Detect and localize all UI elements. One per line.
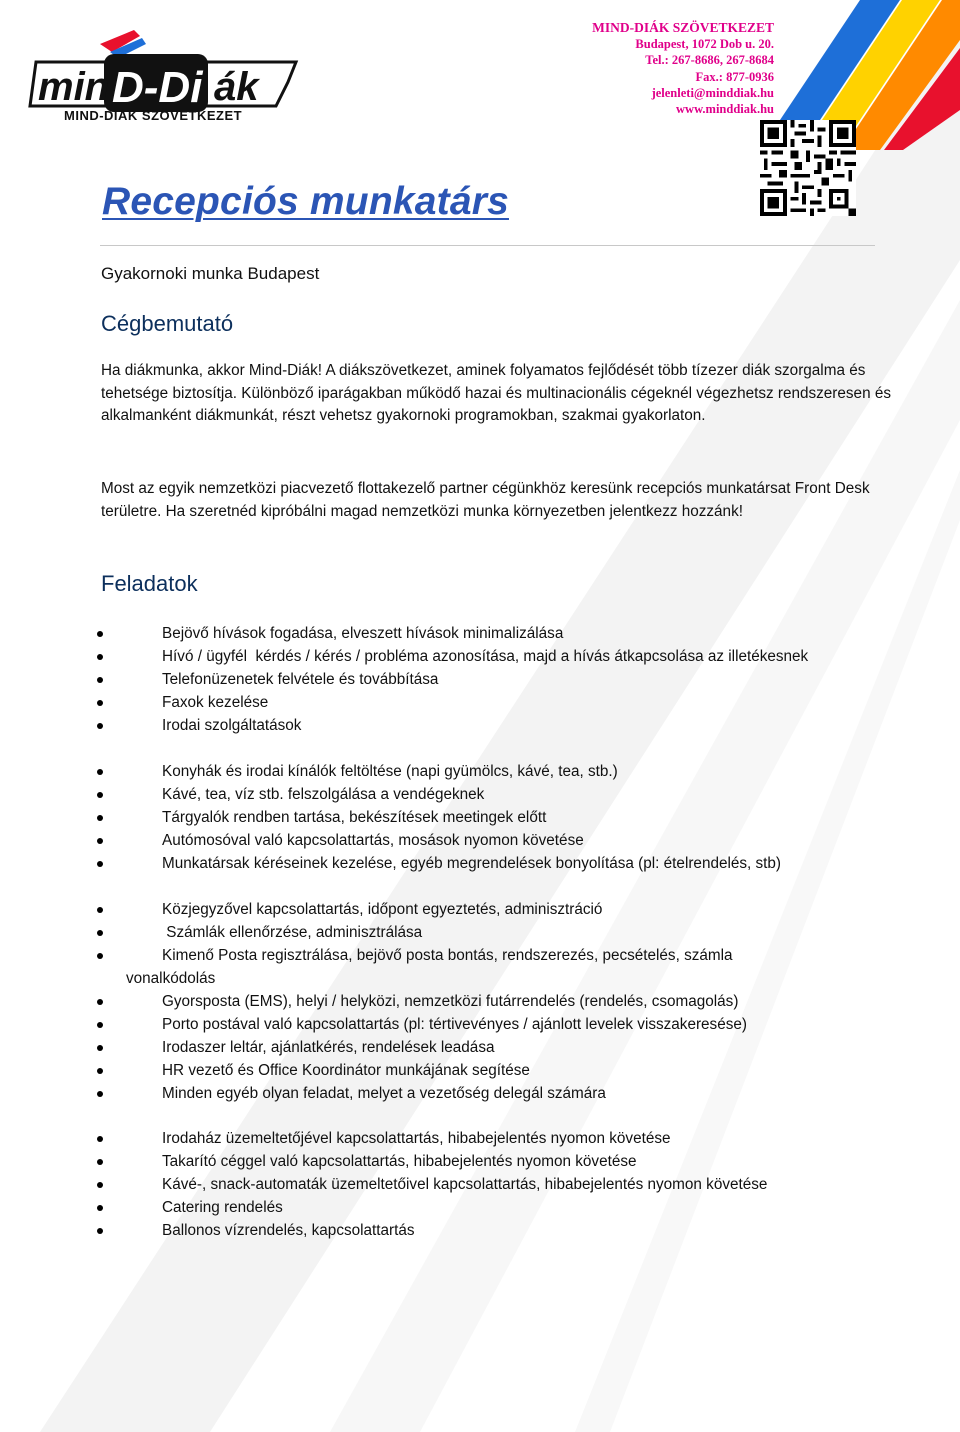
bullet-icon (97, 930, 103, 936)
bullet-icon (97, 1136, 103, 1142)
bullet-icon (97, 700, 103, 706)
bullet-icon (97, 1159, 103, 1165)
contact-website[interactable]: www.minddiak.hu (676, 102, 774, 117)
bullet-icon (97, 953, 103, 959)
tasks-heading: Feladatok (101, 571, 198, 596)
company-heading: Cégbemutató (101, 311, 234, 336)
qr-code-icon[interactable] (760, 120, 856, 216)
bullet-icon (97, 677, 103, 683)
list-item: Autómosóval való kapcsolattartás, mosások nyomon követése (0, 829, 900, 852)
task-list-kitchen (0, 760, 900, 875)
list-item: Munkatársak kéréseinek kezelése, egyéb megrendelések bonyolítása (pl: ételrendelés, stb) (0, 852, 900, 875)
bullet-icon (97, 1068, 103, 1074)
bullet-icon (97, 999, 103, 1005)
list-item: Hívó / ügyfél kérdés / kérés / probléma azonosítása, majd a hívás átkapcsolása az illetékesnek (0, 645, 900, 668)
bullet-icon (97, 654, 103, 660)
bullet-icon (97, 1022, 103, 1028)
bullet-icon (97, 631, 103, 637)
list-item: Gyorsposta (EMS), helyi / helyközi, nemzetközi futárrendelés (rendelés, csomagolás) (0, 990, 900, 1013)
page-title: Recepciós munkatárs (102, 180, 509, 223)
bullet-icon (97, 723, 103, 729)
bullet-icon (97, 769, 103, 775)
bullet-icon (97, 815, 103, 821)
list-item: HR vezető és Office Koordinátor munkájának segítése (0, 1059, 900, 1082)
list-item: Irodaszer leltár, ajánlatkérés, rendelések leadása (0, 1036, 900, 1059)
list-item: Ballonos vízrendelés, kapcsolattartás (0, 1219, 900, 1242)
task-list-phone (0, 622, 900, 737)
contact-fax: Fax.: 877-0936 (695, 69, 774, 84)
bullet-icon (97, 1091, 103, 1097)
list-item: Számlák ellenőrzése, adminisztrálása (0, 921, 900, 944)
logo-subtitle: MIND-DIÁK SZÖVETKEZET (64, 108, 243, 123)
logo-word-min: min (38, 65, 110, 109)
page-subtitle: Gyakornoki munka Budapest (101, 264, 320, 283)
task-list-admin (0, 898, 900, 1105)
list-item: Kávé, tea, víz stb. felszolgálása a vendégeknek (0, 783, 900, 806)
list-item: Bejövő hívások fogadása, elveszett hívások minimalizálása (0, 622, 900, 645)
contact-block (592, 20, 774, 117)
bullet-icon (97, 907, 103, 913)
list-item: Porto postával való kapcsolattartás (pl: tértivevényes / ajánlott levelek visszakeresése) (0, 1013, 900, 1036)
list-item: Tárgyalók rendben tartása, bekészítések meetingek előtt (0, 806, 900, 829)
position-paragraph: Most az egyik nemzetközi piacvezető flottakezelő partner cégünkhöz keresünk recepciós munkatársat Front Desk területre. Ha szeretnéd kipróbálni magad nemzetközi munka környezetben jelentkezz hozzánk! (101, 480, 870, 520)
list-item: Takarító céggel való kapcsolattartás, hibabejelentés nyomon követése (0, 1150, 900, 1173)
list-item: Közjegyzővel kapcsolattartás, időpont egyeztetés, adminisztráció (0, 898, 900, 921)
list-item: Kávé-, snack-automaták üzemeltetőivel kapcsolattartás, hibabejelentés nyomon követése (0, 1173, 900, 1196)
logo-word-ak: ák (214, 65, 259, 109)
title-divider (100, 245, 875, 246)
company-paragraph: Ha diákmunka, akkor Mind-Diák! A diákszövetkezet, aminek folyamatos fejlődését több tízezer diák szorgalma és tehetsége biztosítja. Különböző iparágakban működő hazai és multinacionális cégeknél végezhetsz rendszeresen és alkalmanként diákmunkát, részt vehetsz gyakornoki programokban, szakmai gyakorlaton. (101, 362, 891, 424)
task-list-facility (0, 1127, 900, 1242)
contact-address: Budapest, 1072 Dob u. 20. (635, 37, 774, 52)
bullet-icon (97, 1228, 103, 1234)
contact-phone: Tel.: 267-8686, 267-8684 (645, 53, 774, 68)
list-item: Irodai szolgáltatások (0, 714, 900, 737)
contact-email[interactable]: jelenleti@minddiak.hu (651, 85, 774, 100)
contact-org: MIND-DIÁK SZÖVETKEZET (592, 20, 774, 35)
list-item: Irodaház üzemeltetőjével kapcsolattartás, hibabejelentés nyomon követése (0, 1127, 900, 1150)
bullet-icon (97, 1205, 103, 1211)
list-item: Minden egyéb olyan feladat, melyet a vezetőség delegál számára (0, 1082, 900, 1105)
bullet-icon (97, 792, 103, 798)
list-item: Telefonüzenetek felvétele és továbbítása (0, 668, 900, 691)
bullet-icon (97, 861, 103, 867)
bullet-icon (97, 1182, 103, 1188)
logo-word-ddi: D-Di (112, 63, 203, 112)
list-item: Konyhák és irodai kínálók feltöltése (napi gyümölcs, kávé, tea, stb.) (0, 760, 900, 783)
list-item: Faxok kezelése (0, 691, 900, 714)
bullet-icon (97, 1045, 103, 1051)
list-item: Catering rendelés (0, 1196, 900, 1219)
bullet-icon (97, 838, 103, 844)
list-item: Kimenő Posta regisztrálása, bejövő posta bontás, rendszerezés, pecsételés, számla vonalkódolás (0, 944, 900, 990)
